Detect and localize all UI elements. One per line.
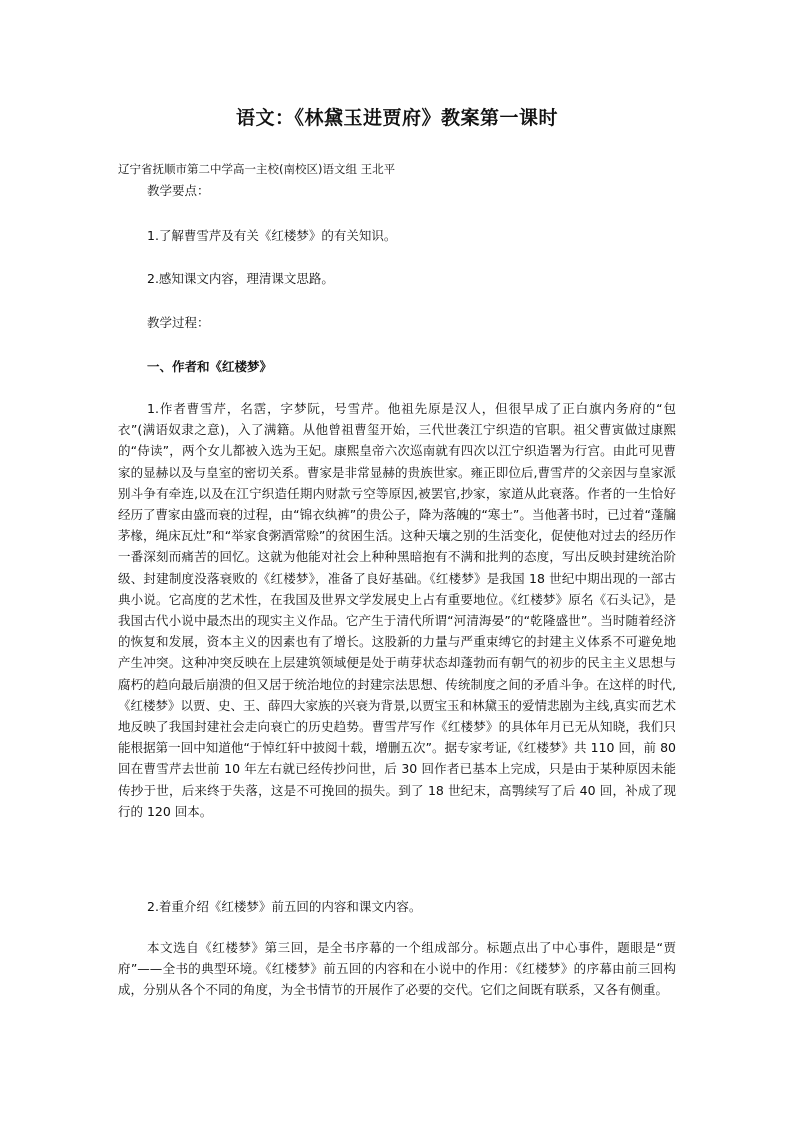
teaching-process-label: 教学过程： — [147, 315, 210, 330]
paragraph-author-background: 1.作者曹雪芹，名霑，字梦阮，号雪芹。他祖先原是汉人，但很早成了正白旗内务府的“包衣”(满语奴隶之意)，入了满籍。从他曾祖曹玺开始，三代世袭江宁织造的官职。祖父曹寅做过康熙的“侍读”，两个女儿都被入选为王妃。康熙皇帝六次巡南就有四次以江宁织造署为行宫。由此可见曹家的显赫以及与皇室的密切关系。曹家是非常显赫的贵族世家。雍正即位后,曹雪芹的父亲因与皇家派别斗争有牵连,以及在江宁织造任期内财款亏空等原因,被罢官,抄家，家道从此衰落。作者的一生恰好经历了曹家由盛而衰的过程，由“锦衣纨裤”的贵公子，降为落魄的“寒士”。当他著书时，已过着“蓬牖茅椽，绳床瓦灶”和“举家食粥酒常赊”的贫困生活。这种天壤之别的生活变化，促使他对过去的经历作一番深刻而痛苦的回忆。这就为他能对社会上种种黑暗抱有不满和批判的态度，写出反映封建统治阶级、封建制度没落衰败的《红楼梦》，准备了良好基础。《红楼梦》是我国 18 世纪中期出现的一部古典小说。它高度的艺术性，在我国及世界文学发展史上占有重要地位。《红楼梦》原名《石头记》，是我国古代小说中最杰出的现实主义作品。它产生于清代所谓“河清海晏”的“乾隆盛世”。当时随着经济的恢复和发展，资本主义的因素也有了增长。这股新的力量与严重束缚它的封建主义体系不可避免地产生冲突。这种冲突反映在上层建筑领域便是处于萌芽状态却蓬勃而有朝气的初步的民主主义思想与腐朽的趋向最后崩溃的但又居于统治地位的封建宗法思想、传统制度之间的矛盾斗争。在这样的时代,《红楼梦》以贾、史、王、薛四大家族的兴衰为背景,以贾宝玉和林黛玉的爱情悲剧为主线,真实而艺术地反映了我国封建社会走向衰亡的历史趋势。曹雪芹写作《红楼梦》的具体年月已无从知晓，我们只能根据第一回中知道他“于悼红轩中披阅十载，增删五次”。据专家考证,《红楼梦》共 110 回，前 80 回在曹雪芹去世前 10 年左右就已经传抄问世，后 30 回作者已基本上完成，只是由于某种原因未能传抄于世，后来终于失落，这是不可挽回的损失。到了 18 世纪末，高鹗续写了后 40 回，补成了现行的 120 回本。 — [118, 401, 676, 819]
document-title: 语文：《林黛玉进贾府》教案第一课时 — [235, 107, 558, 129]
teaching-points-label: 教学要点： — [147, 183, 210, 198]
section-heading: 一、作者和《红楼梦》 — [147, 359, 273, 374]
paragraph-chapter-intro: 本文选自《红楼梦》第三回，是全书序幕的一个组成部分。标题点出了中心事件，题眼是“贾府”——全书的典型环境。《红楼梦》前五回的内容和在小说中的作用：《红楼梦》的序幕由前三回构成，分别从各个不同的角度，为全书情节的开展作了必要的交代。它们之间既有联系，又各有侧重。 — [118, 940, 676, 998]
teaching-point-1: 1.了解曹雪芹及有关《红楼梦》的有关知识。 — [147, 228, 397, 243]
teaching-point-2: 2.感知课文内容，理清课文思路。 — [147, 271, 334, 286]
author-line: 辽宁省抚顺市第二中学高一主校(南校区)语文组 王北平 — [118, 162, 396, 176]
teaching-point-2b: 2.着重介绍《红楼梦》前五回的内容和课文内容。 — [147, 899, 422, 914]
